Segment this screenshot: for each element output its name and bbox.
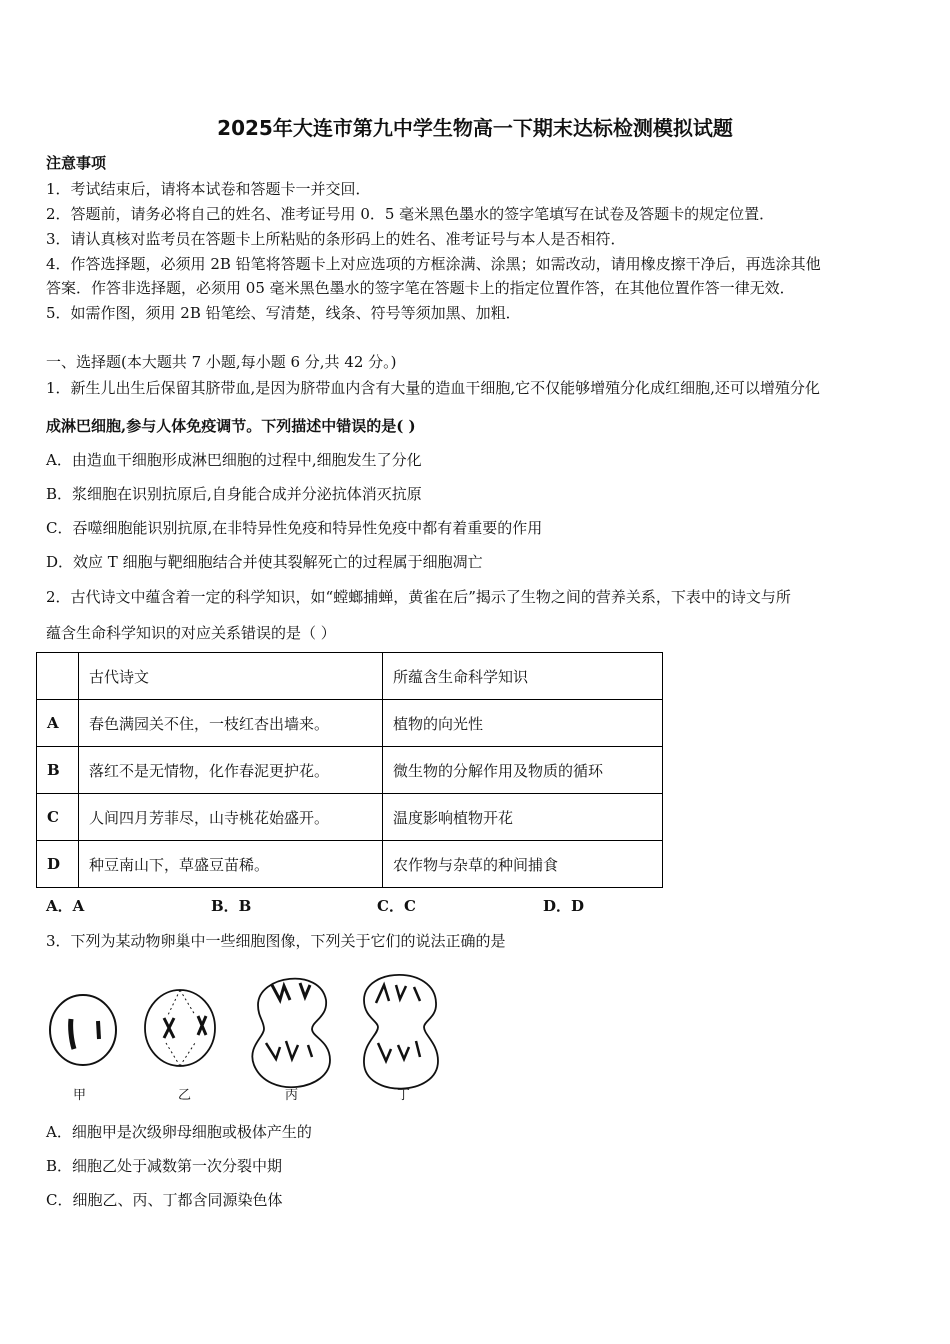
q3-option-a: A．细胞甲是次级卵母细胞或极体产生的 [46, 1123, 312, 1141]
cell-label-ding: 丁 [397, 1088, 411, 1103]
section-heading: 一、选择题(本大题共 7 小题,每小题 6 分,共 42 分。) [46, 353, 397, 371]
table-cell: C [37, 794, 79, 841]
notice-item: 4．作答选择题，必须用 2B 铅笔将答题卡上对应选项的方框涂满、涂黑；如需改动，请用橡皮擦干净后，再选涂其他 [46, 255, 821, 273]
q1-option-b: B．浆细胞在识别抗原后,自身能合成并分泌抗体消灭抗原 [46, 485, 422, 503]
table-cell: 微生物的分解作用及物质的循环 [383, 747, 663, 794]
table-cell: 农作物与杂草的种间捕食 [383, 841, 663, 888]
question-2-stem-cont: 蕴含生命科学知识的对应关系错误的是（ ） [46, 624, 336, 642]
q2-option-b: B．B [211, 897, 252, 915]
question-1-stem-cont: 成淋巴细胞,参与人体免疫调节。下列描述中错误的是( ) [46, 417, 416, 435]
q1-option-c: C．吞噬细胞能识别抗原,在非特异性免疫和特异性免疫中都有着重要的作用 [46, 519, 543, 537]
q3-option-b: B．细胞乙处于减数第一次分裂中期 [46, 1157, 283, 1175]
poem-table [36, 652, 663, 888]
table-cell: 落红不是无情物，化作春泥更护花。 [79, 747, 383, 794]
question-1-stem: 1．新生儿出生后保留其脐带血,是因为脐带血内含有大量的造血干细胞,它不仅能够增殖分化成红细胞,还可以增殖分化 [46, 379, 820, 397]
cell-bing [252, 979, 330, 1088]
notice-item: 答案．作答非选择题，必须用 05 毫米黑色墨水的签字笔在答题卡上的指定位置作答，在其他位置作答一律无效． [46, 279, 795, 297]
q1-option-d: D．效应 T 细胞与靶细胞结合并使其裂解死亡的过程属于细胞凋亡 [46, 553, 483, 571]
notice-item: 2．答题前，请务必将自己的姓名、准考证号用 0．5 毫米黑色墨水的签字笔填写在试卷及答题卡的规定位置． [46, 205, 775, 223]
q2-option-a: A．A [46, 897, 85, 915]
table-cell: 温度影响植物开花 [383, 794, 663, 841]
q3-option-c: C．细胞乙、丙、丁都含同源染色体 [46, 1191, 283, 1209]
cell-label-jia: 甲 [73, 1088, 87, 1103]
table-cell: A [37, 700, 79, 747]
table-cell: 人间四月芳菲尽，山寺桃花始盛开。 [79, 794, 383, 841]
table-cell: B [37, 747, 79, 794]
notice-item: 5．如需作图，须用 2B 铅笔绘、写清楚，线条、符号等须加黑、加粗． [46, 304, 521, 322]
notice-heading: 注意事项 [46, 154, 107, 172]
cell-label-bing: 丙 [285, 1088, 299, 1103]
table-row [37, 747, 663, 794]
question-2-stem: 2．古代诗文中蕴含着一定的科学知识，如“螳螂捕蝉，黄雀在后”揭示了生物之间的营养关系，下表中的诗文与所 [46, 588, 791, 606]
q1-option-a: A．由造血干细胞形成淋巴细胞的过程中,细胞发生了分化 [46, 451, 422, 469]
table-row [37, 841, 663, 888]
table-header-row [37, 653, 663, 700]
cell-division-figure [40, 955, 450, 1105]
notice-item: 1．考试结束后，请将本试卷和答题卡一并交回． [46, 180, 371, 198]
cell-ding [364, 975, 438, 1089]
table-header-knowledge: 所蕴含生命科学知识 [383, 653, 663, 700]
table-cell [37, 653, 79, 700]
notice-item: 3．请认真核对监考员在答题卡上所粘贴的条形码上的姓名、准考证号与本人是否相符． [46, 230, 626, 248]
table-cell: 春色满园关不住，一枝红杏出墙来。 [79, 700, 383, 747]
cell-yi [145, 990, 215, 1066]
table-row [37, 700, 663, 747]
question-3-stem: 3．下列为某动物卵巢中一些细胞图像，下列关于它们的说法正确的是 [46, 932, 506, 950]
cell-label-yi: 乙 [178, 1088, 192, 1103]
table-header-poem: 古代诗文 [79, 653, 383, 700]
page-title: 2025年大连市第九中学生物高一下期末达标检测模拟试题 [217, 116, 733, 140]
table-cell: 植物的向光性 [383, 700, 663, 747]
cell-jia [50, 995, 116, 1065]
q2-option-d: D．D [543, 897, 585, 915]
table-row [37, 794, 663, 841]
table-cell: D [37, 841, 79, 888]
table-cell: 种豆南山下，草盛豆苗稀。 [79, 841, 383, 888]
q2-option-c: C．C [377, 897, 416, 915]
